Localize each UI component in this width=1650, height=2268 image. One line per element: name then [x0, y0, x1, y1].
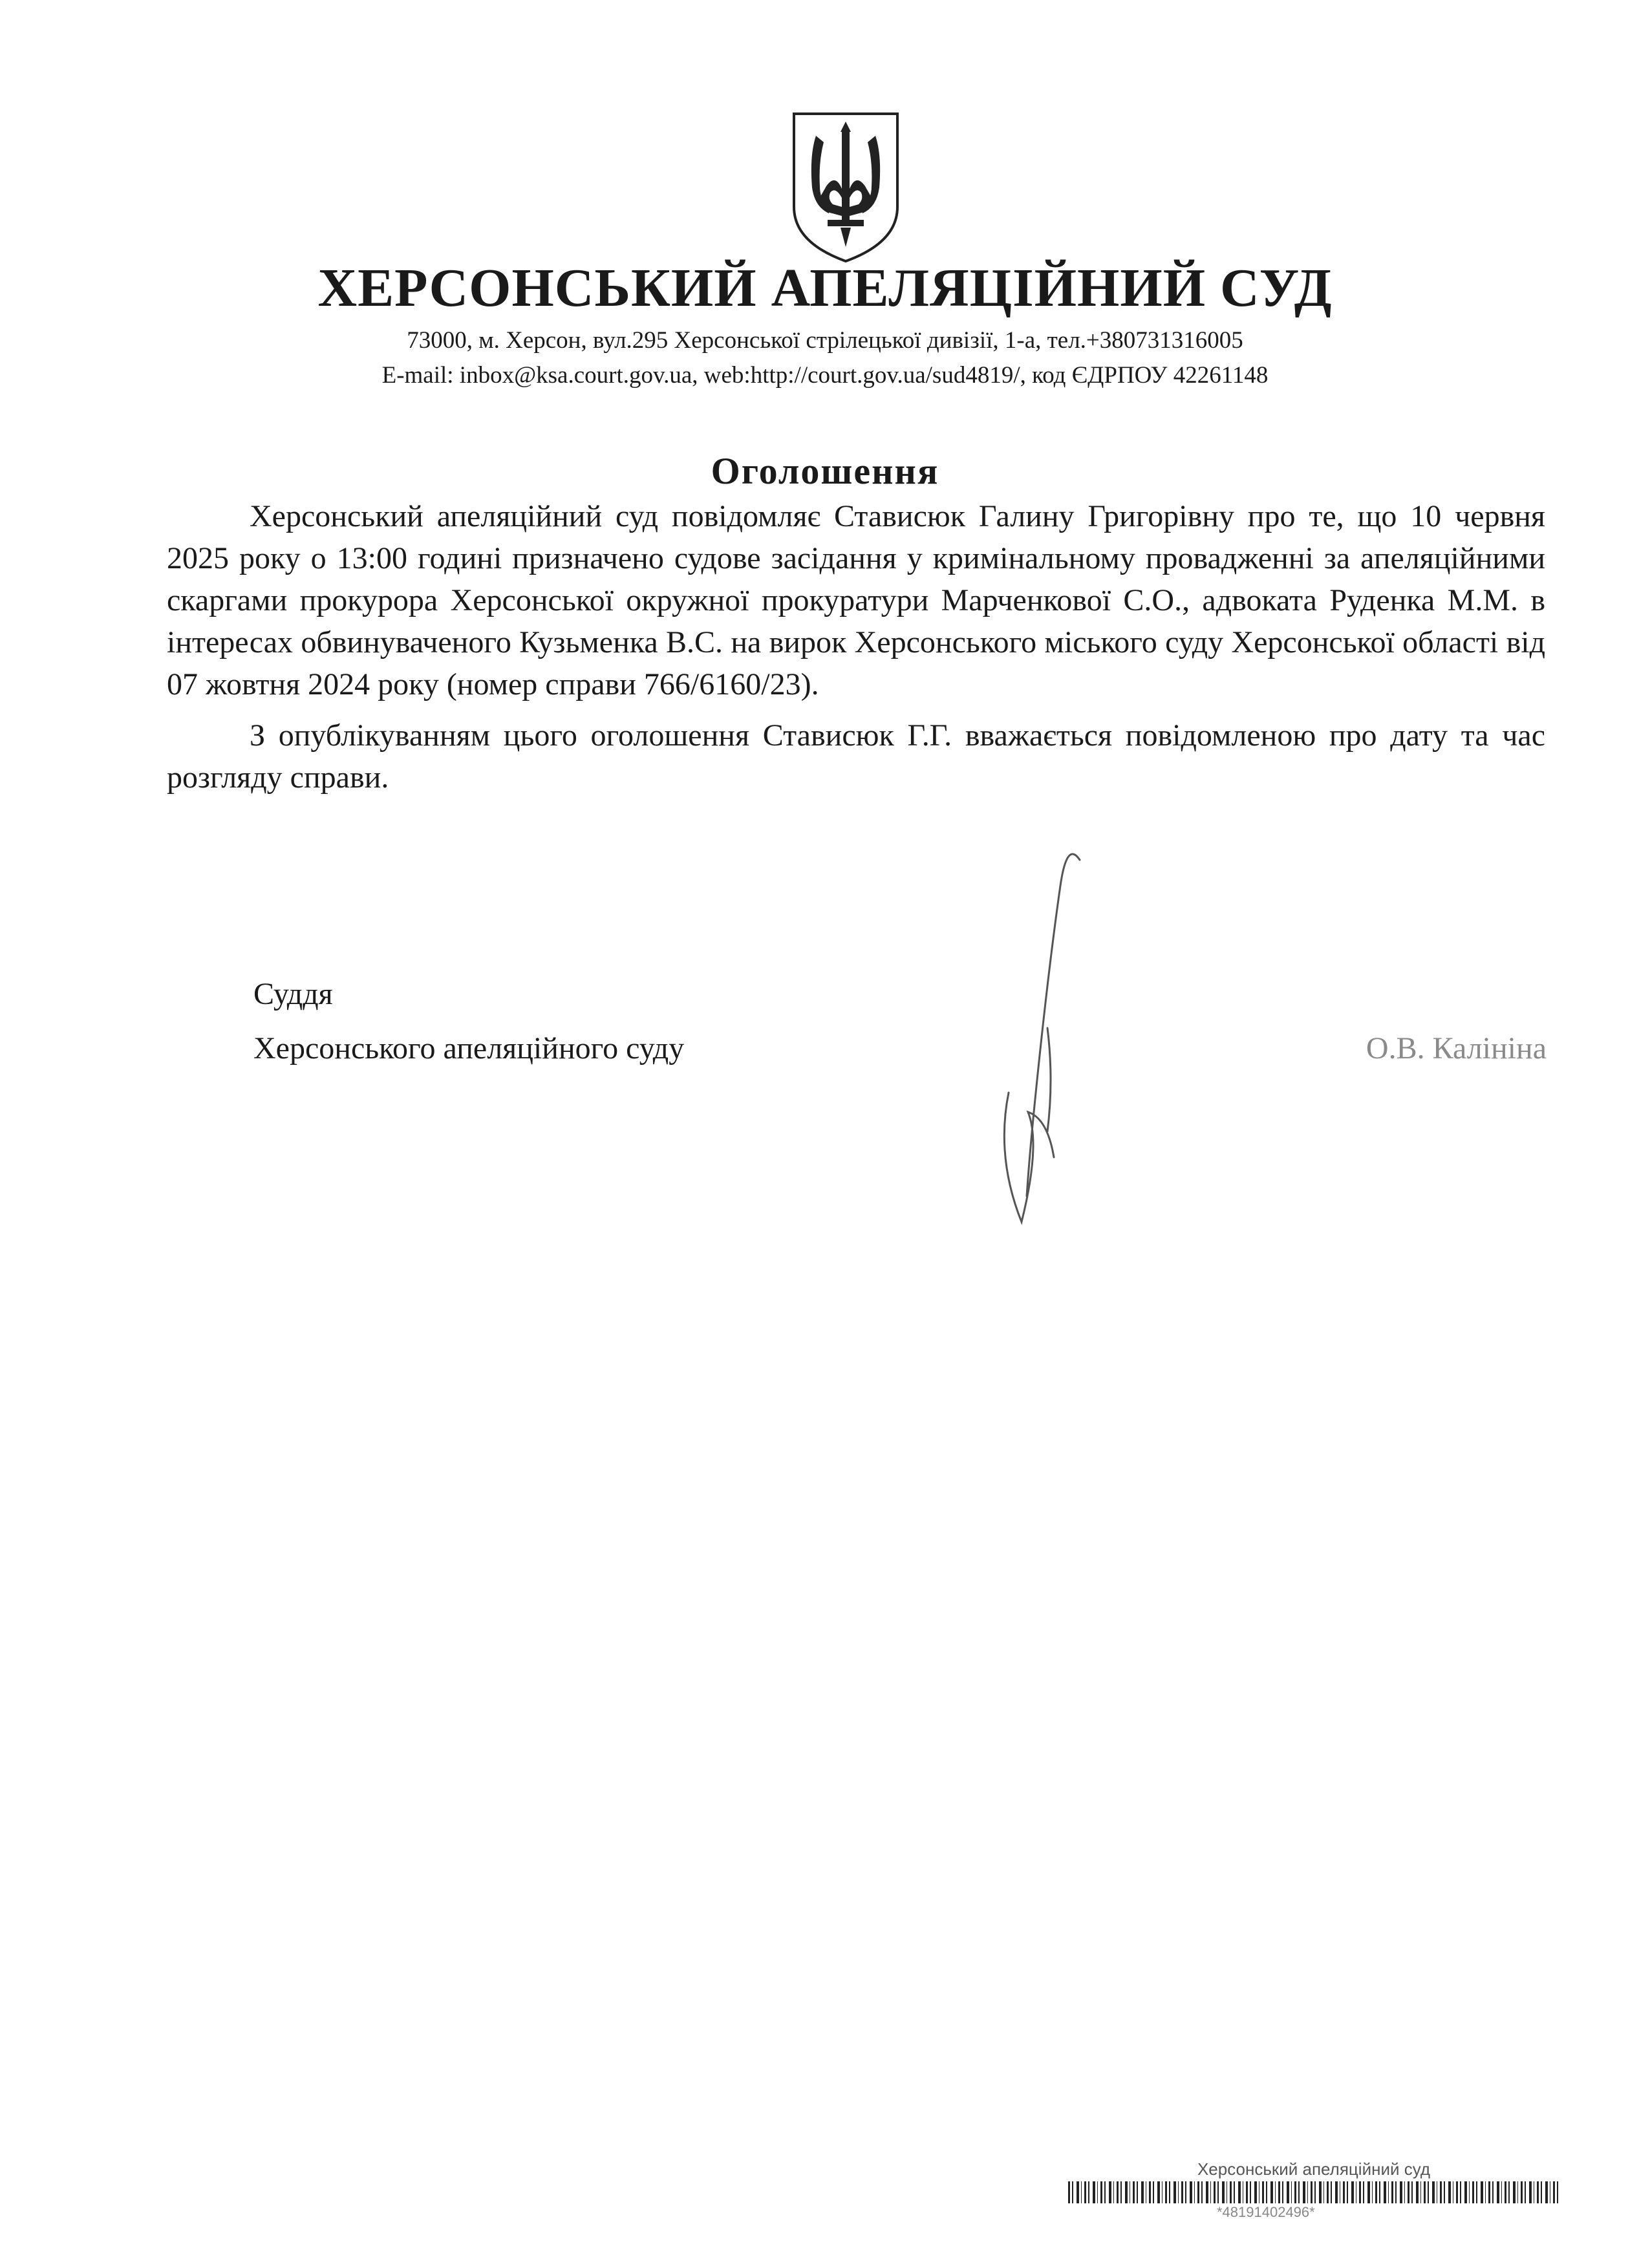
announcement-paragraph-2: З опублікуванням цього оголошення Стависюк Г.Г. вважається повідомленою про дату та час розгляду справи.: [167, 718, 1545, 795]
court-contact-details: E-mail: inbox@ksa.court.gov.ua, web:http://court.gov.ua/sud4819/, код ЄДРПОУ 42261148: [381, 362, 1269, 389]
trident-coat-of-arms-icon: [790, 110, 901, 265]
handwritten-signature: [950, 834, 1119, 1248]
court-name-heading: ХЕРСОНСЬКИЙ АПЕЛЯЦІЙНИЙ СУД: [317, 258, 1333, 318]
registration-stamp: [1068, 2159, 1559, 2221]
stamp-code: *48191402496*: [1217, 2204, 1315, 2220]
stamp-label: Херсонський апеляційний суд: [1197, 2159, 1431, 2179]
announcement-paragraph-1: Херсонський апеляційний суд повідомляє Стависюк Галину Григорівну про те, що 10 червня 2025 року о 13:00 годині призначено судове засідання у кримінальному провадженні за апеляційними скаргами прокурора Херсонської окружної прокуратури Марченкової С.О., адвоката Руденка М.М. в інтересах обвинуваченого Кузьменка В.С. на вирок Херсонського міського суду Херсонської області від 07 жовтня 2024 року (номер справи 766/6160/23).: [167, 499, 1545, 701]
court-contacts: [0, 323, 1650, 393]
signature-block: [253, 967, 684, 1076]
barcode-icon: [1068, 2181, 1559, 2203]
announcement-title: Оголошення: [711, 450, 939, 492]
announcement-body: [167, 495, 1545, 798]
signer-name: О.В. Калініна: [1366, 1031, 1547, 1065]
signer-court: Херсонського апеляційного суду: [253, 1031, 685, 1065]
signer-role: Суддя: [253, 977, 333, 1011]
court-address: 73000, м. Херсон, вул.295 Херсонської стрілецької дивізії, 1-а, тел.+380731316005: [407, 327, 1243, 354]
